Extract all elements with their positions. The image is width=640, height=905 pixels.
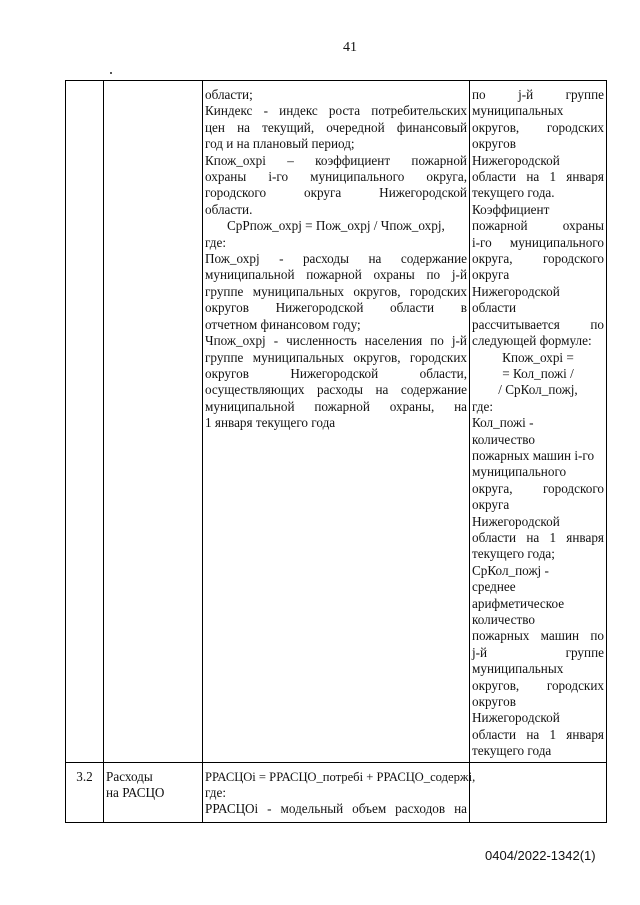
text-line: Нижегородской xyxy=(472,513,560,529)
text-line: цен на текущий, очередной финансовый xyxy=(205,119,467,135)
text-line: области на 1 января xyxy=(472,169,604,185)
coefficient-cell xyxy=(470,762,607,822)
text-line: текущего года; xyxy=(472,546,555,562)
text-line: количество xyxy=(472,431,535,447)
text-line: Чпож_охрj - численность населения по j-й xyxy=(205,333,467,349)
text-line: округов Нижегородской области в xyxy=(205,300,467,316)
formula-description-cell xyxy=(203,762,476,822)
text-line: PРАСЦОі - модельный объем расходов на xyxy=(205,801,467,817)
text-line: группе муниципальных округов, городских xyxy=(205,283,467,299)
text-line: отчетном финансовом году; xyxy=(205,316,361,332)
text-line: где: xyxy=(472,398,493,414)
text-line: Нижегородской xyxy=(472,710,560,726)
text-line: округов Нижегородской области, xyxy=(205,365,467,381)
scan-dot xyxy=(110,72,112,74)
text-line: округов xyxy=(472,136,516,152)
text-line: округов, городских xyxy=(472,677,604,693)
text-line: среднее xyxy=(472,579,516,595)
text-line: где: xyxy=(205,234,226,250)
text-line: 1 января текущего года xyxy=(205,415,336,431)
text-line: Кол_пожі - xyxy=(472,415,534,431)
text-line: текущего года. xyxy=(472,185,555,201)
text-line: следующей формуле: xyxy=(472,333,592,349)
text-line: области на 1 января xyxy=(472,529,604,545)
text-line: СрКол_пожj - xyxy=(472,562,549,578)
page-number: 41 xyxy=(343,40,357,55)
table-row-continued xyxy=(66,81,607,763)
text-line: округа xyxy=(472,267,510,283)
text-line: где: xyxy=(205,785,226,801)
text-line: округа, городского xyxy=(472,251,604,267)
text-line: области xyxy=(472,300,517,316)
text-line: текущего года xyxy=(472,743,552,759)
text-line: i-го муниципального xyxy=(472,234,604,250)
text-line: муниципальных xyxy=(472,661,564,677)
text-line: Киндекс - индекс роста потребительских xyxy=(205,103,467,119)
text-line: группе муниципальных округов, городских xyxy=(205,349,467,365)
text-line: округов, городских xyxy=(472,119,604,135)
text-line: осуществляющих расходы на содержание xyxy=(205,382,467,398)
text-line: области; xyxy=(205,87,253,102)
text-line: муниципального xyxy=(472,464,567,480)
text-line: Нижегородской xyxy=(472,283,560,299)
row-title-line: на РАСЦО xyxy=(106,785,165,801)
text-line: Пож_охрj - расходы на содержание xyxy=(205,251,467,267)
formula-line: СрРпож_охрj = Пож_охрj / Чпож_охрj, xyxy=(227,218,445,234)
text-line: Кпож_охрі – коэффициент пожарной xyxy=(205,152,467,168)
row-title-cell xyxy=(104,81,203,763)
text-line: области. xyxy=(205,201,253,217)
text-line: пожарных машин по xyxy=(472,628,604,644)
text-line: городского округа Нижегородской xyxy=(205,185,467,201)
text-line: муниципальной пожарной охраны по j-й xyxy=(205,267,467,283)
text-line: муниципальных xyxy=(472,103,564,119)
text-line: j-й группе xyxy=(472,644,604,660)
row-number: 3.2 xyxy=(66,762,104,822)
methodology-table xyxy=(65,80,607,823)
formula-description-cell xyxy=(203,81,470,763)
row-title-line: Расходы xyxy=(106,768,153,784)
text-line: охраны і-го муниципального округа, xyxy=(205,169,467,185)
text-line: муниципальной пожарной охраны, на xyxy=(205,398,467,414)
document-code: 0404/2022-1342(1) xyxy=(485,848,596,863)
formula-line: PРАСЦОі = PРАСЦО_потребі + PРАСЦО_содержі, xyxy=(205,769,476,784)
text-line: год и на плановый период; xyxy=(205,136,355,152)
text-line: округа xyxy=(472,497,510,513)
text-line: пожарной охраны xyxy=(472,218,604,234)
row-title-cell xyxy=(104,762,203,822)
text-line: Нижегородской xyxy=(472,152,560,168)
text-line: рассчитывается по xyxy=(472,316,604,332)
text-line: области на 1 января xyxy=(472,726,604,742)
row-number-cell xyxy=(66,81,104,763)
text-line: Коэффициент xyxy=(472,201,550,217)
table-row-3-2 xyxy=(66,762,607,822)
text-line: количество xyxy=(472,612,535,627)
text-line: округа, городского xyxy=(472,480,604,496)
formula-line: / СрКол_пожj, xyxy=(498,382,578,398)
text-line: по j-й группе xyxy=(472,87,604,102)
formula-line: = Кол_пожі / xyxy=(502,365,574,381)
text-line: арифметическое xyxy=(472,595,565,611)
coefficient-cell xyxy=(470,81,607,763)
formula-line: Кпож_охрі = xyxy=(502,349,574,365)
text-line: округов xyxy=(472,694,516,710)
text-line: пожарных машин і-го xyxy=(472,447,595,463)
